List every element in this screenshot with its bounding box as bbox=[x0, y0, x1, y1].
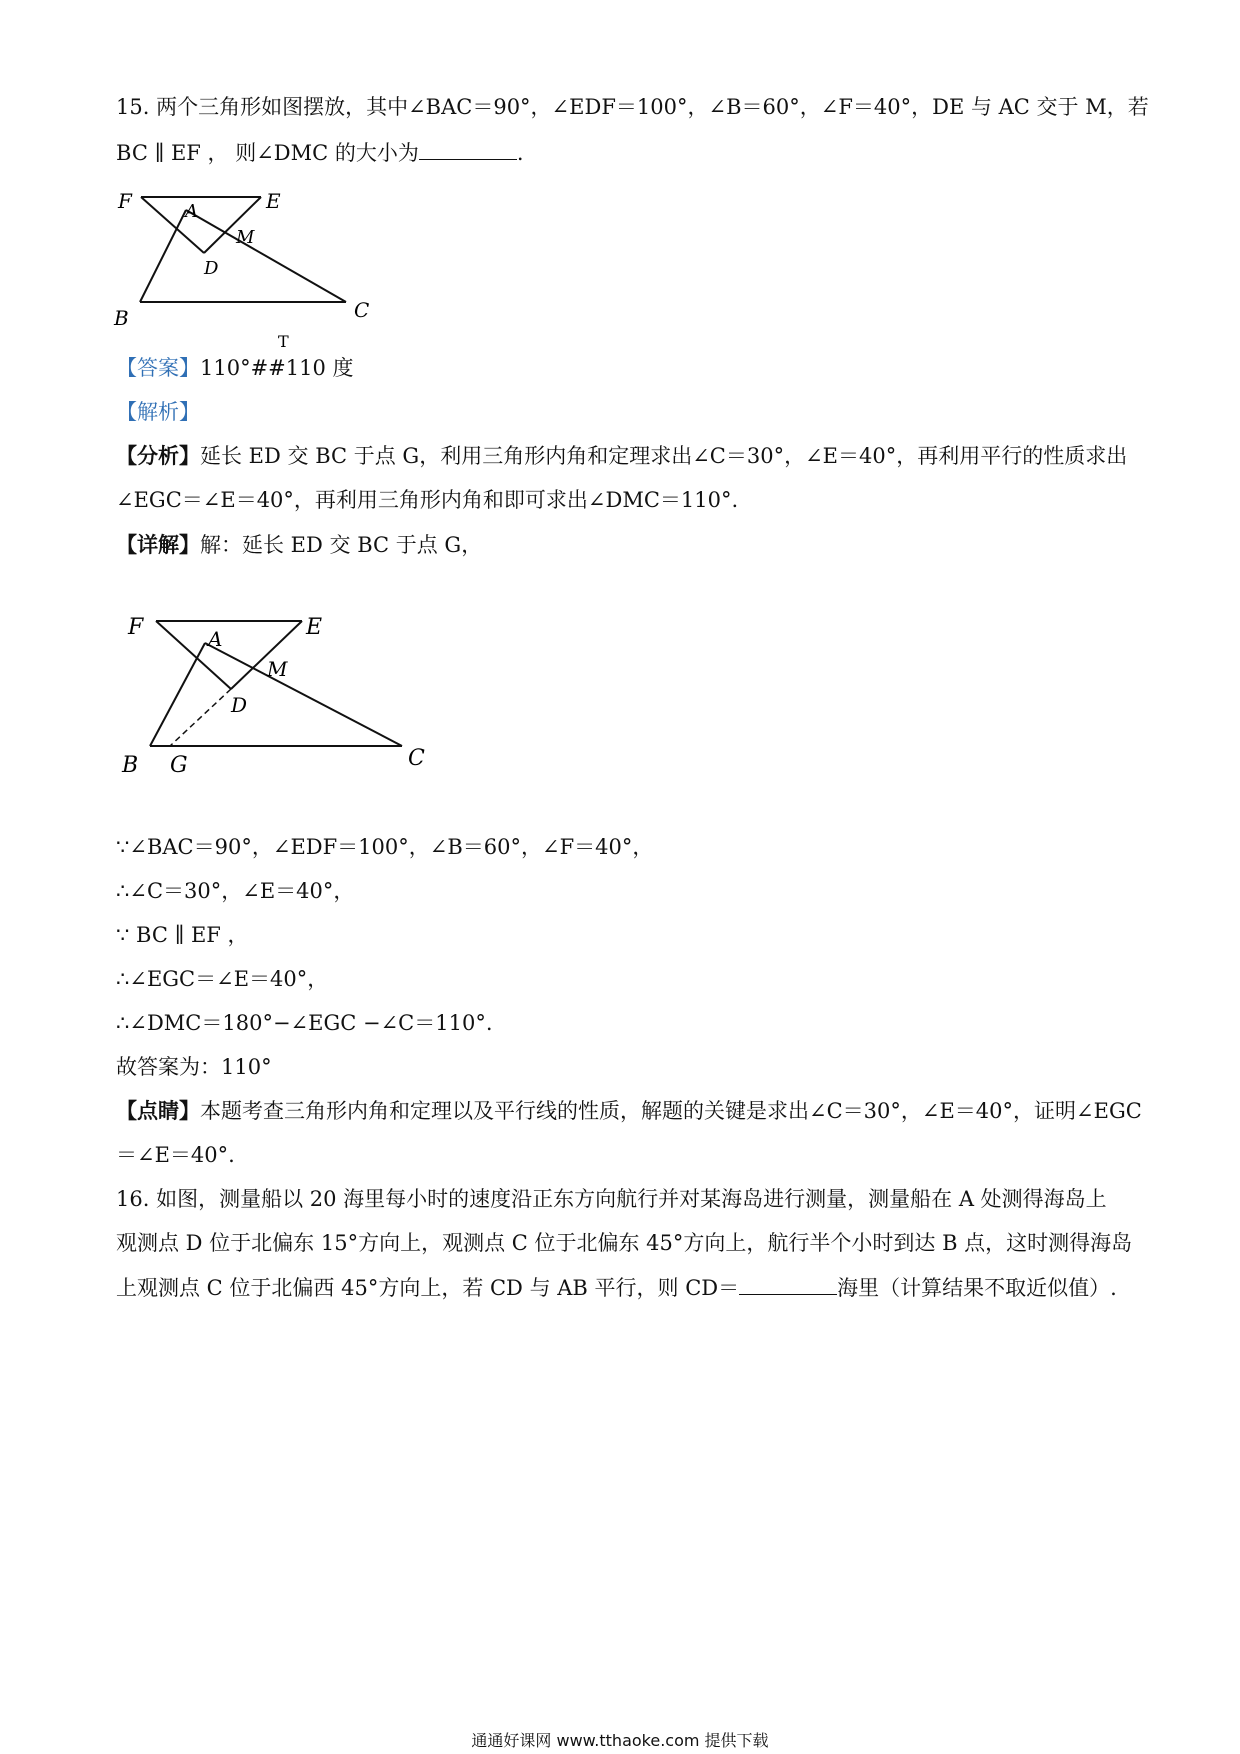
q15-line1: 15. 两个三角形如图摆放，其中∠BAC＝90°，∠EDF＝100°，∠B＝60°，∠F＝40°，DE 与 AC 交于 M，若 bbox=[116, 95, 1149, 119]
q16-answer-blank bbox=[739, 1272, 837, 1295]
xiangjie-tag: 【详解】 bbox=[116, 532, 200, 557]
fig1-label-B: B bbox=[114, 306, 129, 330]
fenxi-line2: ∠EGC＝∠E＝40°，再利用三角形内角和即可求出∠DMC＝110°. bbox=[116, 488, 739, 512]
dianjing-line1 bbox=[116, 1096, 1142, 1126]
q16-line1: 16. 如图，测量船以 20 海里每小时的速度沿正东方向航行并对某海岛进行测量，测量船在 A 处测得海岛上 bbox=[116, 1187, 1107, 1211]
dianjing-line2: ＝∠E＝40°. bbox=[116, 1143, 235, 1167]
fig2-label-C: C bbox=[408, 746, 425, 771]
q15-line2 bbox=[116, 137, 524, 168]
fig2-label-E: E bbox=[306, 615, 323, 640]
page-footer: 通通好课网 www.tthaoke.com 提供下载 bbox=[471, 1731, 769, 1750]
figure-1-triangles bbox=[116, 180, 416, 365]
fig1-label-A: A bbox=[185, 201, 198, 222]
fig2-dashed-DG bbox=[170, 689, 231, 746]
fig2-label-D: D bbox=[231, 693, 248, 717]
q15-line2-end: . bbox=[516, 141, 524, 165]
q15-line2-text: BC ∥ EF ， 则∠DMC 的大小为 bbox=[116, 141, 419, 165]
figure-2-triangles bbox=[116, 606, 486, 791]
fig1-stray-mark: T bbox=[278, 332, 289, 351]
fig2-label-A: A bbox=[208, 627, 223, 651]
fig1-label-M: M bbox=[236, 227, 255, 248]
xiangjie-line bbox=[116, 530, 482, 560]
analysis-tag: 【解析】 bbox=[116, 400, 200, 424]
fig2-label-B: B bbox=[122, 753, 139, 778]
dianjing-text1: 本题考查三角形内角和定理以及平行线的性质，解题的关键是求出∠C＝30°，∠E＝40°，证明∠EGC bbox=[200, 1099, 1142, 1123]
fenxi-text1: 延长 ED 交 BC 于点 G，利用三角形内角和定理求出∠C＝30°，∠E＝40°，再利用平行的性质求出 bbox=[200, 444, 1128, 468]
dianjing-tag: 【点睛】 bbox=[116, 1098, 200, 1123]
step-1: ∵∠BAC＝90°，∠EDF＝100°，∠B＝60°，∠F＝40°， bbox=[116, 835, 654, 859]
q16-line3 bbox=[116, 1272, 1117, 1303]
fenxi-line1 bbox=[116, 441, 1127, 471]
step-2: ∴∠C＝30°，∠E＝40°， bbox=[116, 879, 355, 903]
fig1-label-E: E bbox=[266, 189, 281, 213]
step-3: ∵ BC ∥ EF ， bbox=[116, 923, 249, 947]
fig1-edge-BA bbox=[140, 210, 186, 302]
final-answer: 故答案为：110° bbox=[116, 1055, 272, 1079]
step-5: ∴∠DMC＝180°−∠EGC −∠C＝110°. bbox=[116, 1011, 493, 1035]
q16-line2: 观测点 D 位于北偏东 15°方向上，观测点 C 位于北偏东 45°方向上，航行半个小时到达 B 点，这时测得海岛 bbox=[116, 1231, 1133, 1255]
fig2-label-M: M bbox=[267, 657, 288, 681]
answer-tag: 【答案】 bbox=[116, 356, 200, 380]
xiangjie-text: 解：延长 ED 交 BC 于点 G， bbox=[200, 533, 483, 557]
answer-blank bbox=[419, 137, 517, 160]
fenxi-tag: 【分析】 bbox=[116, 443, 200, 468]
fig1-label-F: F bbox=[118, 189, 132, 213]
q16-line3-end: 海里（计算结果不取近似值）. bbox=[837, 1276, 1117, 1300]
fig2-label-F: F bbox=[128, 615, 144, 640]
fig1-label-C: C bbox=[354, 298, 370, 322]
fig2-label-G: G bbox=[170, 753, 188, 778]
fig1-label-D: D bbox=[204, 258, 219, 279]
step-4: ∴∠EGC＝∠E＝40°， bbox=[116, 967, 329, 991]
q16-line3-text: 上观测点 C 位于北偏西 45°方向上，若 CD 与 AB 平行，则 CD＝ bbox=[116, 1276, 740, 1300]
answer-text: 110°##110 度 bbox=[200, 356, 354, 380]
fig1-edge-AC bbox=[186, 210, 346, 302]
answer-line bbox=[116, 353, 354, 383]
